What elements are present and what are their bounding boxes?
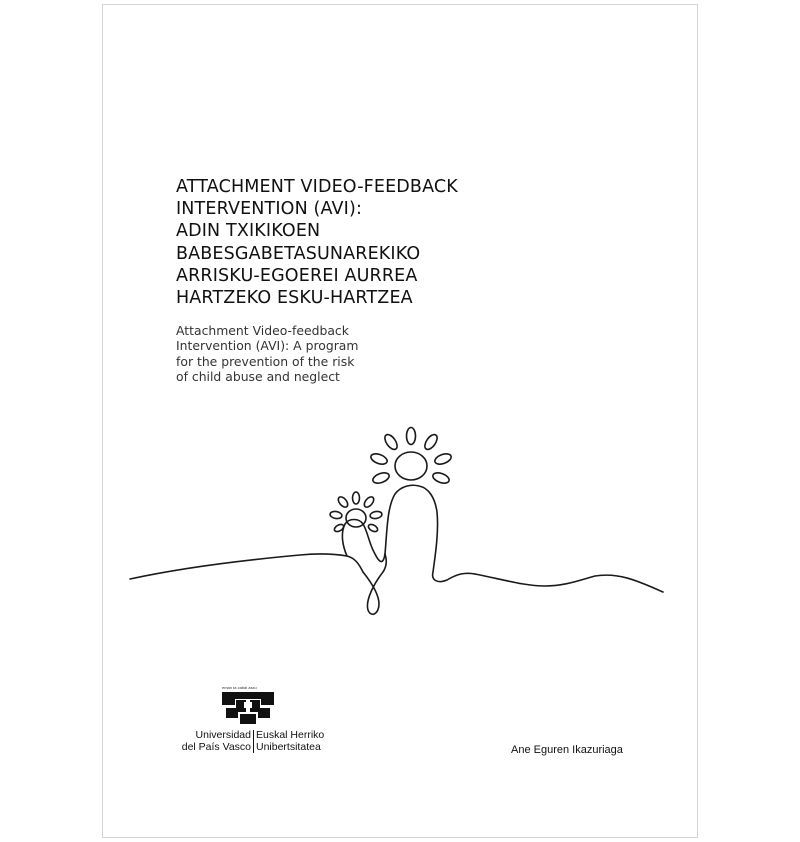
adult-petals: [369, 428, 452, 486]
university-name-line: Euskal Herriko: [256, 729, 325, 741]
ground-line-right: [475, 574, 663, 592]
child-head: [346, 509, 366, 527]
subtitle-line: Intervention (AVI): A program: [176, 338, 359, 354]
university-name-spanish: [174, 730, 251, 753]
university-name-basque: [256, 730, 324, 753]
title-line: HARTZEKO ESKU-HARTZEA: [176, 288, 413, 309]
title-line: BABESGABETASUNAREKIKO: [176, 243, 421, 264]
cover-title: [176, 176, 536, 309]
subtitle-line: of child abuse and neglect: [176, 369, 340, 385]
child-body: [342, 520, 385, 562]
subtitle-line: for the prevention of the risk: [176, 353, 355, 369]
title-line: ATTACHMENT VIDEO-FEEDBACK: [176, 177, 458, 197]
child-leg-loop: [363, 554, 386, 614]
title-line: ADIN TXIKIKOEN: [176, 221, 321, 242]
author-name: Ane Eguren Ikazuriaga: [511, 744, 623, 756]
university-name-line: Universidad: [195, 729, 251, 741]
university-logo-mark: [222, 688, 274, 724]
university-name-line: del País Vasco: [181, 740, 251, 753]
cover-subtitle: [176, 323, 436, 385]
title-line: INTERVENTION (AVI):: [176, 199, 362, 220]
book-cover: [102, 4, 698, 838]
adult-head: [395, 452, 427, 480]
parent-child-line-illustration: [125, 422, 670, 622]
title-line: ARRISKU-EGOEREI AURREA: [176, 265, 418, 286]
adult-body: [385, 485, 475, 581]
university-name-line: Unibertsitatea: [256, 740, 321, 753]
ground-line-left: [130, 554, 363, 579]
university-divider: [253, 730, 254, 753]
subtitle-line: Attachment Video-feedback: [176, 323, 349, 338]
university-motto: eman ta zabal zazu: [222, 686, 257, 690]
